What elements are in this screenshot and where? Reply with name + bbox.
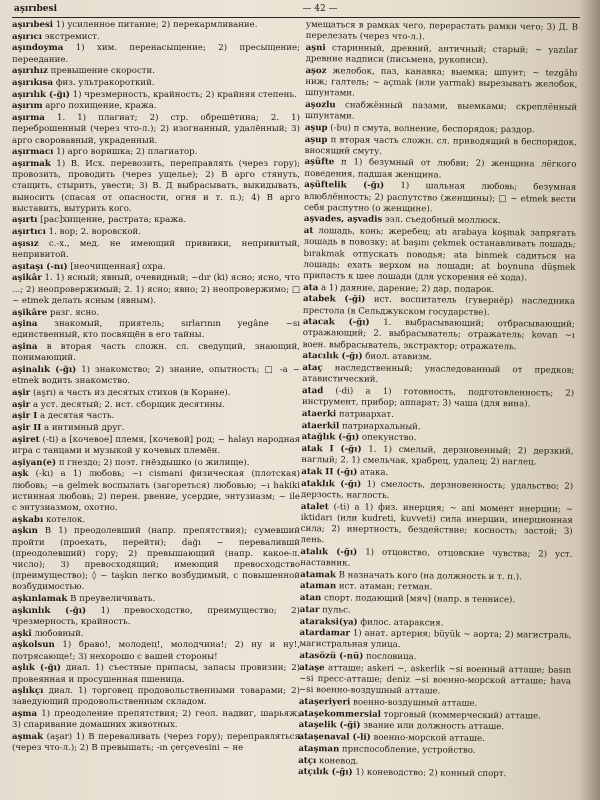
entry-headword: ataman: [300, 581, 337, 592]
entry-definition: старинный, древний, античный; старый; ~ yazılar древние надписи (письмена, рукописи).: [305, 43, 578, 67]
entry-definition: а 1) даяние, дарение; 2) дар, подарок.: [320, 282, 495, 295]
header-rule: [12, 17, 580, 18]
entry-headword: aşmak: [12, 732, 44, 743]
entry-headword: aşırmak: [12, 158, 51, 169]
dictionary-entry: [12, 147, 300, 158]
dictionary-entry: [300, 502, 572, 550]
entry-definition: В назначать кого (на должность и т. п.).: [338, 570, 522, 583]
entry-definition: арго похищение, кража.: [45, 101, 157, 112]
entry-headword: aşırım: [12, 101, 43, 112]
dictionary-entry: [12, 400, 300, 411]
entry-definition: ээл. съедобный моллюск.: [384, 215, 501, 227]
entry-headword: aşırtı: [12, 215, 38, 226]
entry-definition: а интимный друг.: [43, 423, 125, 434]
entry-definition: коневод.: [318, 755, 359, 767]
page-edge-shadow: [578, 0, 600, 800]
entry-headword: ataraksi(ya): [299, 616, 358, 628]
dictionary-entry: [12, 388, 300, 399]
dictionary-entry: [304, 157, 576, 182]
dictionary-entry: [12, 629, 300, 640]
dictionary-entry: [12, 515, 300, 526]
dictionary-entry: [12, 113, 300, 147]
page-number: — 42 —: [302, 4, 338, 14]
entry-definition: 1) В. Исх. перевозить, переправлять (через гору); провозить, проводить (через ущелье); 2) В арго стянуть, стащить, стырить, увести; 3) В. Д выбрасывать, выкидывать, выносить (спасая от опасности, огня и т. п.); 4) В арго выставить, вытурить кого.: [12, 158, 300, 214]
entry-definition: [рас]хищение, растрата; кража.: [40, 215, 187, 226]
dictionary-entry: [12, 78, 300, 89]
dictionary-entry: [305, 100, 577, 125]
entry-headword: atan: [299, 593, 322, 604]
entry-definition: 1) анат. артерия; büyük ~ аорта; 2) магистраль, магистральная улица.: [299, 628, 572, 651]
entry-definition: 1) отцовство, отцовские чувства; 2) уст. наставник.: [300, 547, 573, 569]
entry-definition: В 1) преодолевший (напр. препятствия); сумевший пройти (проехать, перейти); dağı ~ перевалившй (преодолевший) гору; 2) превышающий (напр. какое-л. число); 3) превосходящий; имеющий превосходство (преимущество); ◊ ~ taşkın легко возбудимый, с повышенной возбудимостью.: [12, 526, 300, 593]
entry-headword: atacılık (-ğı): [302, 351, 363, 363]
entry-headword: ata: [303, 282, 319, 293]
dictionary-entry: [306, 43, 578, 68]
dictionary-entry: [12, 365, 300, 387]
entry-headword: aşni: [305, 42, 326, 54]
dictionary-entry: [12, 319, 300, 341]
entry-definition: (-di) а 1) готовность, подготовленность; 2) инструмент, прибор; аппарат; 3) чаша (для вина).: [301, 386, 575, 410]
entry-headword: ataşeriyeri: [298, 696, 351, 708]
dictionary-entry: [12, 43, 300, 65]
entry-headword: aşkabı: [12, 514, 44, 525]
entry-definition: 1) хим. перенасыщение; 2) пресыщение; переедание.: [12, 43, 300, 65]
entry-definition: 1) смелость, дерзновенность; удальство; 2) дерзость, наглость.: [300, 479, 574, 501]
dictionary-entry: [301, 479, 573, 504]
entry-headword: aşındoyma: [12, 43, 64, 54]
entry-headword: aşüfte: [304, 157, 335, 168]
entry-definition: торговый (коммерческий) атташе.: [383, 709, 541, 722]
dictionary-entry: [12, 273, 300, 307]
dictionary-entry: [12, 20, 300, 31]
entry-headword: ataşelik (-ği): [298, 720, 361, 731]
entry-headword: aşkın: [12, 526, 38, 537]
entry-definition: лошадь, конь; жеребец; atı arabaya koşmak запрягать лошадь в повозку; at başını çekmek останавливать лошадь; bırakmak отпускать поводья; ata binmek садиться на лошадь; ехать верхом на лошади; at boynuna düşmek припасть к шее лошади (для ускорения её хода).: [303, 226, 576, 284]
entry-definition: (aşar) 1) В переваливать (через гору); переправляться (через что-л.); 2) В превышать; -ın çerçevesini ~ не: [12, 732, 300, 754]
entry-definition: (-ti) а 1) физ. инерция; ~ ani момент инерции; ~ iktidarı (или kudreti, kuvveti) сила инерции, инерционная сила; 2) инертность, бездействие; косность; застой; 3) лень.: [300, 501, 573, 546]
entry-headword: aşina: [12, 342, 38, 353]
entry-definition: ист. атаман; гетман.: [338, 581, 433, 593]
dictionary-entry: [300, 547, 572, 572]
entry-definition: [неочищенная] охра.: [70, 261, 166, 272]
entry-headword: aşir II: [12, 423, 42, 434]
entry-definition: (-ti) а [кочевое] племя, [кочевой] род; ~ halayı народная игра с танцами и музыкой у кочевых племён.: [12, 434, 300, 457]
entry-headword: atabek (-ği): [303, 294, 366, 306]
entry-headword: aşoz: [305, 65, 327, 77]
dictionary-entry: [305, 66, 577, 102]
entry-definition: военно-морской атташе.: [373, 732, 485, 745]
dictionary-entry: [12, 32, 300, 43]
entry-definition: филос. атараксия.: [360, 617, 444, 629]
entry-headword: aşlık (-ğı): [12, 663, 61, 674]
entry-definition: звание или должность атташе.: [363, 721, 505, 733]
entry-headword: atak II (-ğı): [301, 466, 358, 478]
entry-definition: физ. ультракороткий.: [55, 78, 155, 89]
entry-headword: aşırmacı: [12, 147, 54, 158]
left-column: [12, 20, 300, 800]
entry-definition: 1) коневодство; 2) конный спорт.: [355, 767, 507, 780]
entry-headword: aşup: [304, 122, 328, 134]
dictionary-entry: [303, 294, 575, 319]
entry-definition: 1. выбрасывающий; отбрасывающий; отражающий; 2. выбрасыватель; отражатель; kovan ~ı воен. выбрасыватель, экстрактор; отражатель.: [302, 318, 575, 352]
dictionary-entry: [12, 215, 300, 226]
entry-headword: atar: [299, 604, 320, 616]
entry-headword: aşina: [12, 319, 38, 330]
entry-definition: умещаться в рамках чего, перерастать рамки чего; 3) Д. В перелезать (через что-л.).: [305, 20, 578, 43]
entry-definition: В преувеличивать.: [70, 594, 156, 605]
entry-headword: aşkınlık (-ğı): [12, 605, 87, 616]
entry-headword: ataşenaval (-li): [298, 732, 371, 743]
entry-headword: ataerki: [301, 408, 337, 420]
entry-headword: aşikâr: [12, 273, 42, 284]
dictionary-entry: [12, 709, 300, 731]
entry-definition: приспособление, устройство.: [341, 744, 476, 756]
entry-headword: at: [303, 226, 314, 237]
entry-definition: 1. 1) смелый, дерзновенный; 2) дерзкий, наглый; 2. 1) смельчак, храбрец, удалец; 2) наглец.: [301, 444, 574, 468]
dictionary-entry: [303, 317, 575, 353]
entry-headword: aşir: [12, 388, 31, 398]
dictionary-entry: [304, 180, 576, 216]
entry-headword: aşırıcı: [12, 31, 42, 42]
entry-headword: aşk: [12, 469, 29, 480]
entry-definition: атака.: [360, 467, 389, 478]
entry-definition: в вторая часть сложн. сл. сведущий, знающий, понимающий.: [12, 342, 300, 364]
dictionary-entry: [12, 606, 300, 628]
entry-headword: atamak: [300, 569, 336, 581]
entry-headword: ataşekommersial: [298, 708, 382, 720]
entry-headword: aşırıhız: [12, 66, 48, 77]
entry-headword: ataklık (-ğı): [301, 478, 362, 490]
dictionary-entry: [12, 423, 300, 434]
dictionary-entry: [12, 594, 300, 605]
entry-definition: 1) превосходство, преимущество; 2) чрезмерность, крайность.: [12, 605, 300, 628]
entry-definition: п 1) безумный от любви; 2) женщина лёгкого поведения, падшая женщина.: [304, 157, 577, 181]
entry-definition: превышение скорости.: [50, 66, 155, 77]
entry-definition: наследственный; унаследованный от предков; атавистический.: [302, 363, 575, 386]
entry-definition: п гнездо; 2) поэт. гнёздышко (о жилище).: [58, 457, 250, 468]
entry-headword: aşkî: [12, 628, 32, 639]
entry-definition: ист. воспитатель (гувернёр) наследника престола (в Сельджукском государстве).: [302, 295, 576, 318]
entry-headword: atad: [302, 385, 324, 397]
entry-headword: atak I (-ğı): [301, 443, 362, 455]
dictionary-entry: [12, 90, 300, 101]
right-column: [298, 20, 578, 800]
entry-definition: 1) чрезмерность, крайность; 2) крайняя степень.: [72, 89, 297, 100]
dictionary-entry: [298, 767, 570, 781]
entry-headword: aşiyan(e): [12, 457, 57, 468]
entry-headword: aşup: [304, 134, 328, 145]
entry-headword: atçı: [298, 755, 317, 766]
entry-headword: aşırma: [12, 113, 45, 124]
entry-definition: (-bu) п смута, волнение, беспорядок; раздор.: [330, 123, 535, 136]
dictionary-entry: [301, 444, 573, 469]
dictionary-entry: [12, 101, 300, 112]
entry-headword: aşırıkısa: [12, 78, 54, 89]
entry-headword: aşir I: [12, 411, 38, 422]
entry-definition: 1) браво!, молодец!, молодчина!; 2) ну и ну!, потрясающе!; 3) нехорошо с вашей стороны!: [12, 640, 300, 662]
dictionary-entry: [12, 640, 300, 662]
dictionary-entry: [299, 663, 571, 699]
entry-definition: 1. 1) плагиат; 2) стр. обрешётина; 2. 1) переброшенный (через что-л.); 2) изогнанный, удалённый; 3) арго своровавный, украденный.: [12, 113, 300, 146]
entry-definition: 1) знакомство; 2) знание, опытность; □ -a ~ etmek водить знакомство.: [12, 365, 300, 387]
dictionary-entry: [12, 66, 300, 77]
entry-definition: 1) арго воришка; 2) плагиатор.: [56, 147, 198, 158]
entry-headword: aşkınlamak: [12, 594, 68, 605]
dictionary-entry: [303, 226, 576, 285]
dictionary-entry: [12, 342, 300, 364]
dictionary-entry: [299, 628, 571, 653]
entry-headword: aşırıbesi: [12, 20, 54, 30]
entry-definition: патриархальный.: [342, 421, 421, 432]
entry-headword: aşiret: [12, 434, 40, 445]
entry-definition: (-kı) а 1) любовь; ~ı cismani физическая (плотская) любовь; ~a gelmek воспылать (загореться) любовью; ~ı hakiki истинная любовь; 2) перен. рвение, усердие, энтузиазм; ~ ile с энтузиазмом, охотно.: [12, 469, 300, 514]
dictionary-entry: [12, 159, 300, 215]
entry-headword: aşir: [12, 399, 31, 410]
entry-headword: aşüftelik (-ğı): [304, 180, 385, 192]
entry-definition: а уст. десятый; 2. ист. сборщик десятины.: [32, 399, 226, 410]
dictionary-entry: [12, 663, 300, 685]
entry-definition: диал. 1) торговец продовольственными товарами; 2) заведующий продовольственным складом.: [12, 686, 300, 708]
dictionary-entry: [12, 239, 300, 261]
entry-definition: (aşrı) а часть из десятых стихов (в Коране).: [32, 388, 231, 398]
entry-headword: aşvades, aşvadis: [303, 214, 383, 226]
entry-headword: ataerkil: [301, 420, 340, 431]
entry-headword: aşırılık (-ğı): [12, 89, 70, 100]
entry-headword: atasözü (-nü): [299, 651, 364, 662]
entry-headword: ataşe: [299, 662, 325, 674]
dictionary-entry: [12, 732, 300, 754]
entry-headword: aşlıkçı: [12, 686, 44, 697]
entry-headword: aşıtaşı (-nı): [12, 261, 68, 272]
entry-definition: опекунство.: [361, 432, 417, 444]
entry-headword: atalet: [300, 501, 329, 512]
entry-headword: atacak (-ğı): [302, 317, 370, 328]
entry-definition: военно-воздушный атташе.: [353, 697, 478, 709]
dictionary-entry: [302, 363, 574, 388]
dictionary-entry: [306, 20, 578, 45]
entry-definition: пословица.: [366, 651, 417, 663]
entry-headword: aşikâre: [12, 307, 48, 318]
entry-headword: aşozlu: [305, 99, 336, 111]
dictionary-entry: [12, 469, 300, 514]
dictionary-entry: [12, 227, 300, 238]
dictionary-entry: [12, 458, 300, 469]
dictionary-entry: [12, 526, 300, 593]
running-head: aşırıbesi: [14, 4, 57, 14]
dictionary-entry: [305, 135, 577, 160]
entry-headword: aşırtıcı: [12, 227, 46, 238]
entry-headword: atağlık (-ğı): [301, 432, 360, 443]
entry-definition: 1) преодоление препятствия; 2) геол. надвиг, шарьяж; 3) спаривание домашних животных.: [12, 709, 300, 731]
entry-headword: ataç: [302, 363, 323, 374]
entry-definition: с.-х., мед. не имеющий прививки, непривитый, непривитой.: [12, 238, 300, 261]
entry-definition: биол. атавизм.: [365, 352, 432, 363]
entry-headword: aşkolsun: [12, 640, 55, 651]
entry-headword: atalık (-ğı): [300, 546, 358, 558]
entry-definition: п вторая часть сложн. сл. приводящий в беспорядок, вносящий смуту.: [304, 134, 577, 157]
entry-definition: снабжённый пазами, выемками; скреплённый шпунтами.: [304, 100, 578, 122]
entry-headword: ataşman: [298, 743, 340, 755]
entry-definition: желобок, паз, канавка; выемка; шпунт; ~ tezgâhı ниж; галтель; ~ açmak (или yarmak) вырезывать желобок, шпунтами.: [305, 66, 578, 99]
entry-definition: 1) шальная любовь; безумная влюблённость; 2) распутство (женщины); □ ~ etmek вести себя распутно (о женщине).: [303, 181, 577, 215]
entry-definition: разг. ясно.: [49, 307, 100, 318]
entry-definition: 1. вор; 2. воровской.: [48, 227, 142, 238]
entry-definition: знакомый, приятель; sırlarının yegâne ~sı единственный, кто посвящён в его тайны.: [12, 319, 300, 341]
entry-headword: aşısız: [12, 238, 39, 249]
entry-definition: пульс.: [322, 605, 351, 616]
entry-headword: atçılık (-ğı): [298, 767, 353, 778]
entry-definition: котелок.: [45, 514, 86, 525]
dictionary-entry: [12, 411, 300, 422]
dictionary-entry: [12, 262, 300, 273]
dictionary-entry: [12, 686, 300, 708]
entry-headword: aşma: [12, 709, 38, 720]
entry-definition: спорт. подающий [мяч] (напр. в теннисе).: [323, 593, 516, 606]
entry-definition: 1) усиленное питание; 2) перекармливание.: [55, 20, 258, 30]
entry-definition: экстремист.: [44, 31, 100, 42]
entry-definition: любовный.: [34, 628, 84, 639]
entry-headword: atardamar: [299, 628, 351, 639]
entry-headword: aşinalık (-ğı): [12, 365, 77, 376]
entry-definition: патриархат.: [338, 409, 394, 420]
entry-definition: диал. 1) съестные припасы, запасы провизии; 2) провеянная и просушенная пшеница.: [12, 663, 300, 685]
dictionary-entry: [12, 308, 300, 319]
dictionary-entry: [12, 435, 300, 457]
entry-definition: 1. 1) ясный; явный, очевидный; ~dır (ki) ясно; ясно, что ...; 2) неопровержимый; 2. 1) ясно; явно; 2) неопровержимо; □ ~ etmek делать ясным (явным).: [12, 273, 300, 306]
entry-definition: атташе; askeri ~, askerlik ~si военный атташе; basın ~si пресс-атташе; deniz ~si военно-морской атташе; hava ~si военно-воздушный атташе.: [298, 663, 572, 697]
entry-definition: а десятая часть.: [39, 411, 115, 422]
dictionary-entry: [302, 386, 574, 411]
